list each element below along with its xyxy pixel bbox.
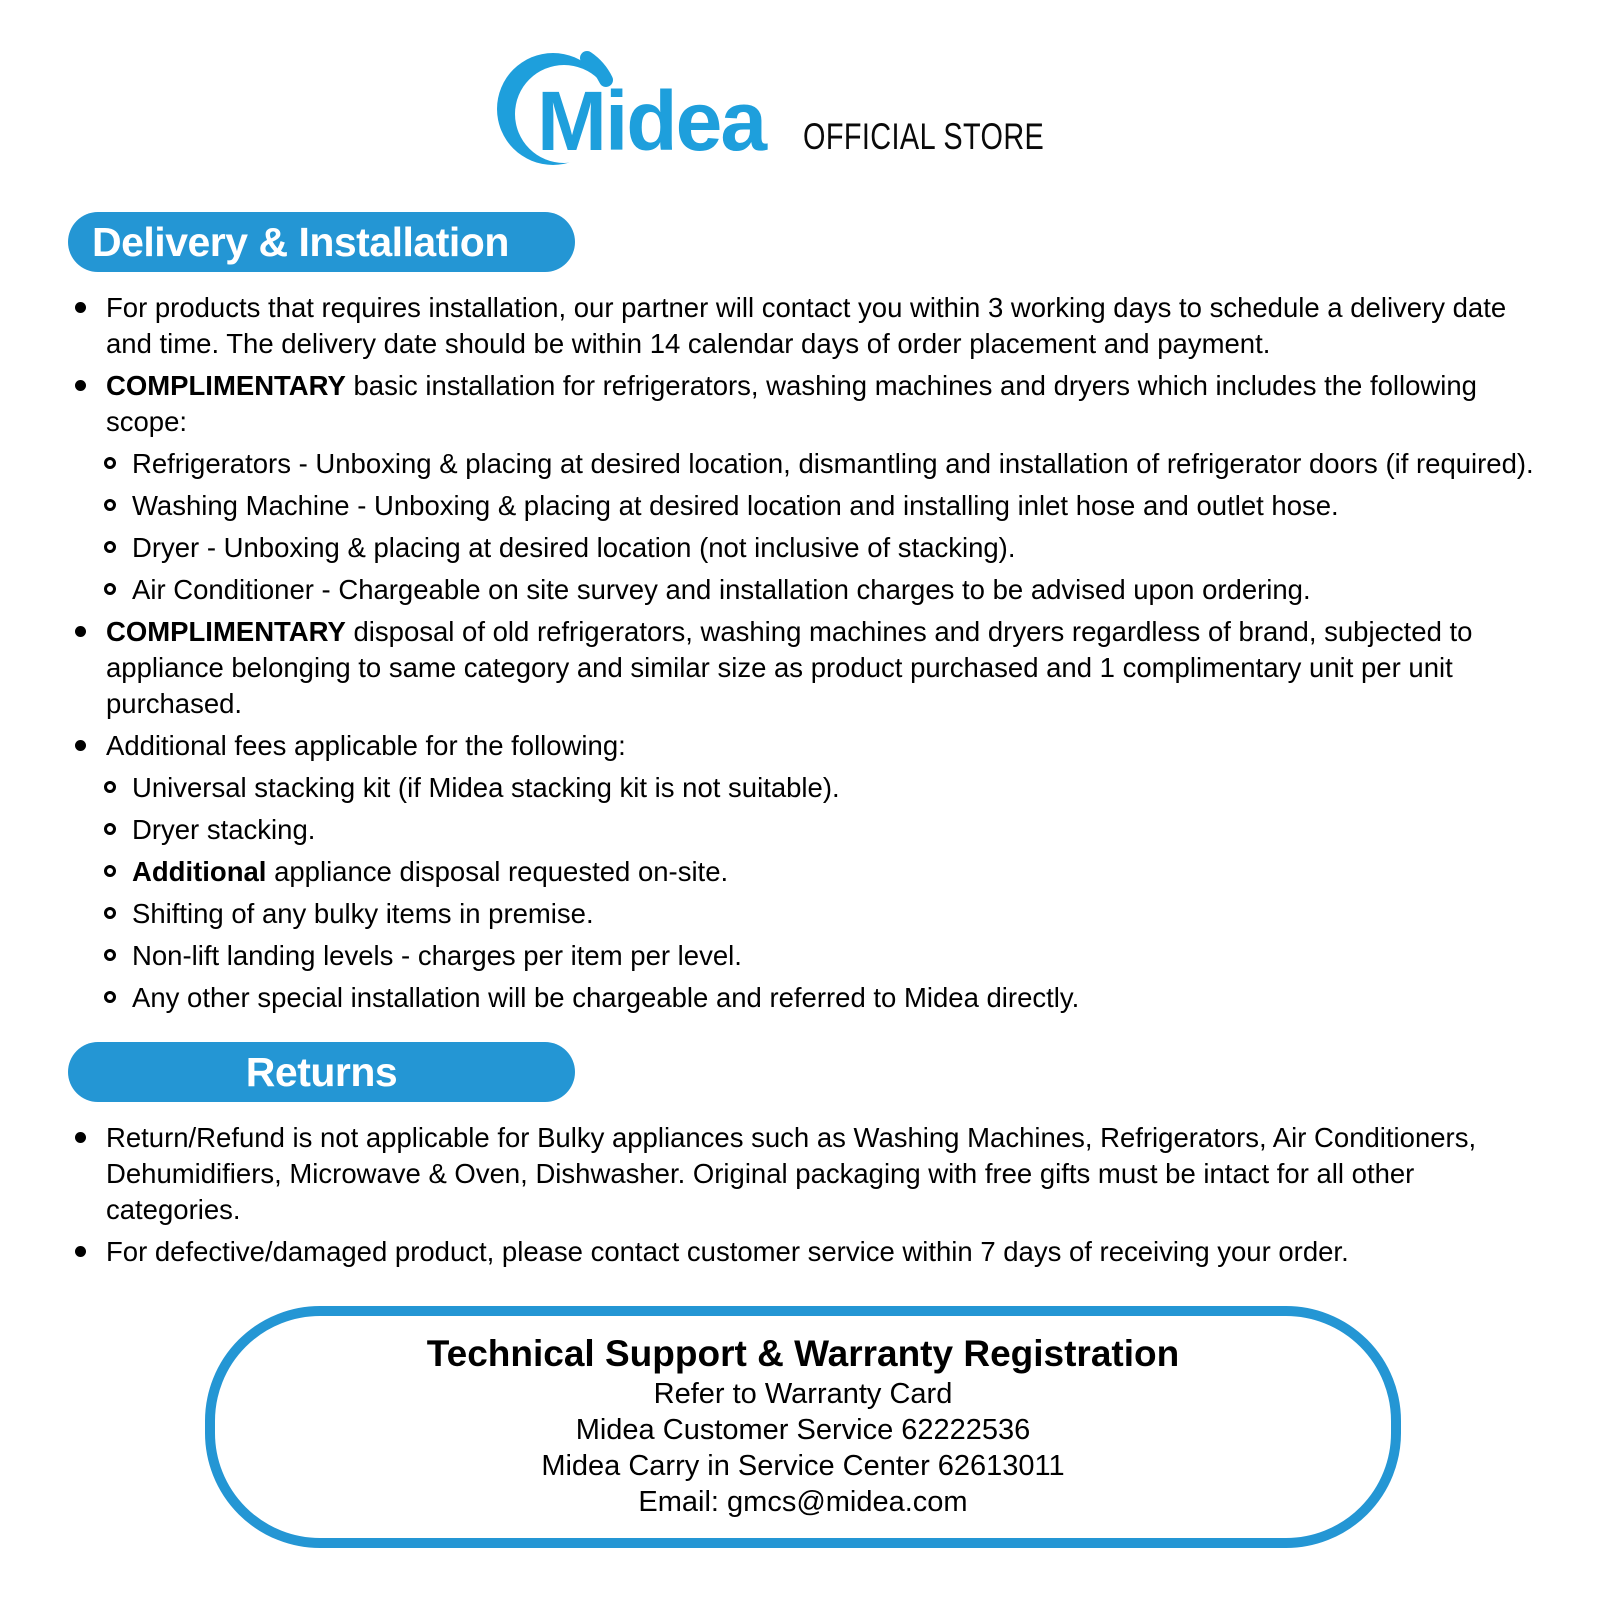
sub-list-item [102, 896, 1540, 932]
sub-list-item [102, 812, 1540, 848]
sub-list-item [102, 770, 1540, 806]
official-store-label: OFFICIAL STORE [803, 116, 1045, 157]
support-line: Midea Customer Service 62222536 [575, 1414, 1031, 1446]
sub-list [102, 770, 1540, 1016]
list-item-text: Shifting of any bulky items in premise. [132, 898, 594, 929]
midea-logo-text: Midea [537, 74, 766, 168]
sub-list-item [102, 854, 1540, 890]
sub-list-item [102, 938, 1540, 974]
support-line: Refer to Warranty Card [653, 1378, 953, 1410]
list-item-text: Air Conditioner - Chargeable on site survey and installation charges to be advised upon ordering. [132, 574, 1311, 605]
support-box-title: Technical Support & Warranty Registration [426, 1333, 1180, 1374]
list-item-text: Washing Machine - Unboxing & placing at desired location and installing inlet hose and outlet hose. [132, 490, 1339, 521]
bullet-circle-icon [104, 583, 116, 595]
bullet-circle-icon [104, 541, 116, 553]
sub-list-item [102, 446, 1540, 482]
list-item [75, 1234, 1540, 1270]
list-item-text: Dryer stacking. [132, 814, 316, 845]
list-item [75, 728, 1540, 764]
sub-list-item [102, 530, 1540, 566]
bullet-dot-icon [75, 626, 86, 637]
section-header-returns [68, 1042, 575, 1102]
list-item-text: For products that requires installation, our partner will contact you within 3 working days to schedule a delivery date and time. The delivery date should be within 14 calendar days of order placement and payment. [106, 292, 1507, 359]
bullet-dot-icon [75, 1132, 86, 1143]
list-item [75, 1120, 1540, 1228]
list-item [75, 290, 1540, 362]
list-item-text: Additional fees applicable for the following: [106, 730, 626, 761]
section-header-delivery-installation [68, 212, 575, 272]
list-item-text: Dryer - Unboxing & placing at desired location (not inclusive of stacking). [132, 532, 1016, 563]
bullet-circle-icon [104, 457, 116, 469]
support-line: Email: gmcs@midea.com [638, 1486, 968, 1518]
bullet-dot-icon [75, 380, 86, 391]
support-box [205, 1306, 1401, 1548]
list-item-text: Return/Refund is not applicable for Bulky appliances such as Washing Machines, Refrigerators, Air Conditioners, Dehumidifiers, Microwave & Oven, Dishwasher. Original packaging with free gifts must be intact for all other categories. [106, 1122, 1477, 1225]
bullet-circle-icon [104, 823, 116, 835]
list-item-text: Universal stacking kit (if Midea stacking kit is not suitable). [132, 772, 840, 803]
list-item-text: Additional appliance disposal requested on-site. [132, 856, 729, 887]
bullet-dot-icon [75, 740, 86, 751]
returns-list [75, 1120, 1540, 1270]
bullet-circle-icon [104, 949, 116, 961]
section-title: Returns [245, 1048, 398, 1095]
list-item-text: For defective/damaged product, please contact customer service within 7 days of receiving your order. [106, 1236, 1349, 1267]
sub-list-item [102, 572, 1540, 608]
sub-list [102, 446, 1540, 608]
list-item-text: Any other special installation will be chargeable and referred to Midea directly. [132, 982, 1080, 1013]
list-item-text: Refrigerators - Unboxing & placing at desired location, dismantling and installation of refrigerator doors (if required). [132, 448, 1534, 479]
section-title: Delivery & Installation [92, 218, 509, 265]
bullet-dot-icon [75, 302, 86, 313]
bullet-dot-icon [75, 1246, 86, 1257]
list-item-text: COMPLIMENTARY disposal of old refrigerators, washing machines and dryers regardless of brand, subjected to appliance belonging to same category and similar size as product purchased and 1 complimentary unit per unit purchased. [106, 616, 1473, 719]
bullet-circle-icon [104, 865, 116, 877]
support-line: Midea Carry in Service Center 62613011 [541, 1450, 1065, 1482]
delivery-list [75, 290, 1540, 1016]
bullet-circle-icon [104, 991, 116, 1003]
list-item [75, 368, 1540, 440]
brand-header [0, 42, 1600, 174]
list-item-text: COMPLIMENTARY basic installation for refrigerators, washing machines and dryers which includes the following scope: [106, 370, 1477, 437]
list-item [75, 614, 1540, 722]
midea-logo [487, 42, 789, 174]
list-item-text: Non-lift landing levels - charges per item per level. [132, 940, 742, 971]
sub-list-item [102, 980, 1540, 1016]
bullet-circle-icon [104, 907, 116, 919]
bullet-circle-icon [104, 499, 116, 511]
sub-list-item [102, 488, 1540, 524]
bullet-circle-icon [104, 781, 116, 793]
